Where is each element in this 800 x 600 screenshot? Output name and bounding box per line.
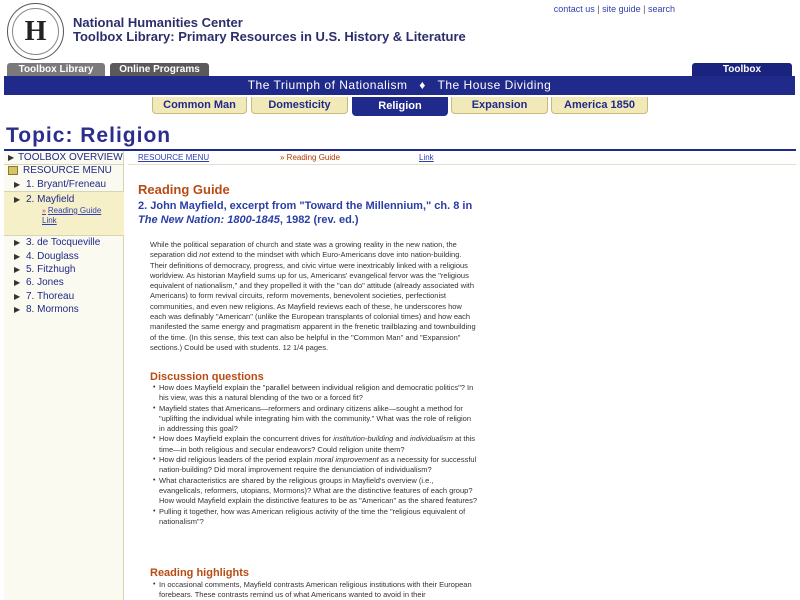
sidebar-item-de-tocqueville[interactable]	[4, 236, 124, 250]
bullet-icon: »	[42, 208, 46, 215]
search-link[interactable]: search	[647, 4, 675, 14]
sidebar	[4, 151, 124, 600]
top-links	[554, 4, 675, 14]
sidebar-item-thoreau[interactable]	[4, 290, 124, 304]
tab-toolbox[interactable]: Toolbox	[692, 63, 792, 76]
question-text: as a necessity for successful nation-building? Did moral improvement require the denunciation of individualism?	[159, 455, 477, 475]
list-item: • How does Mayfield explain the "parallel between individual religion and democratic politics"? In his view, was this a natural blending of the two or a forced fit?	[153, 383, 478, 404]
arrow-right-icon: ▶	[14, 305, 21, 314]
reading-guide-entry	[138, 199, 478, 227]
breadcrumb-divider	[128, 164, 796, 165]
sidebar-resource-menu[interactable]	[4, 164, 124, 178]
sidebar-item-fitzhugh[interactable]	[4, 263, 124, 277]
question-text: How did religious leaders of the period explain	[159, 455, 315, 465]
sidebar-sub-reading-guide[interactable]	[42, 206, 101, 215]
sidebar-sub-link[interactable]: Link	[42, 216, 57, 225]
sidebar-label: TOOLBOX OVERVIEW	[18, 152, 123, 163]
nhc-logo[interactable]	[7, 3, 64, 60]
contact-us-link[interactable]: contact us	[553, 4, 595, 14]
crumb-link[interactable]: Link	[419, 153, 434, 162]
arrow-right-icon: ▶	[14, 265, 21, 274]
question-text: at this time—in both religious and secular endeavors? Could religion unite them?	[159, 434, 476, 454]
highlights-title: Reading highlights	[150, 567, 249, 579]
org-name: National Humanities Center	[73, 15, 243, 30]
question-text: and	[393, 434, 410, 444]
question-emphasis: institution-building	[333, 434, 394, 444]
list-item: • Mayfield states that Americans—reformers and ordinary citizens alike—sought a method for "uplifting the individual while integrating him with the community." What was the role of religion in addressing this goal?	[153, 404, 478, 435]
arrow-right-icon: ▶	[14, 252, 21, 261]
theme-nav-bar	[4, 76, 795, 95]
intro-text: extend to the mindset with which Euro-Americans dove into nation-building. Their definitions of democracy, progress, and civic virtue were inextricably linked with a religious worldview. As historian Mayfield sums up for us, Americans' evangelical fervor was the "religious equivalent of nationalism," and they propelled it with the "can do" attitude (already associated with Americans) to form revival circuits, reform movements, benevolent societies, perfectionist communities, and even new religions. As Mayfield reviews each of these, he underscores how each was definably "American" (unlike the European transplants of colonial times) and how each manifested the same energy and pragmatism apparent in the frenetic trailblazing and townbuilding of the time. (In this sense, this text can also be helpful in the "Common Man" and "Expansion" sections.) Could be used with students. 12 1/4 pages.	[150, 250, 476, 352]
list-item	[153, 434, 478, 455]
nav-triumph-nationalism[interactable]: The Triumph of Nationalism	[247, 78, 408, 92]
link-sep: |	[594, 4, 603, 14]
reading-guide-title: Reading Guide	[138, 182, 230, 197]
subtab-domesticity[interactable]: Domesticity	[251, 97, 348, 114]
sidebar-item-douglass[interactable]	[4, 250, 124, 264]
list-item: • Pulling it together, how was American religious activity of the time the "religious equivalent of nationalism"?	[153, 507, 478, 528]
link-sep: |	[640, 4, 648, 14]
org-subtitle: Toolbox Library: Primary Resources in U.S. History & Literature	[73, 29, 466, 44]
crumb-reading-guide: » Reading Guide	[280, 153, 341, 162]
sidebar-label: 4. Douglass	[26, 251, 79, 262]
list-item	[153, 455, 478, 476]
site-guide-link[interactable]: site guide	[602, 4, 641, 14]
arrow-right-icon: ▶	[14, 278, 21, 287]
sidebar-label: 7. Thoreau	[26, 291, 75, 302]
sidebar-label: 5. Fitzhugh	[26, 264, 76, 275]
arrow-right-icon: ▶	[14, 292, 21, 301]
arrow-right-icon: ▶	[14, 238, 21, 247]
sidebar-toolbox-overview[interactable]	[4, 151, 124, 165]
sidebar-item-mormons[interactable]	[4, 303, 124, 317]
tab-online-programs[interactable]: Online Programs	[110, 63, 209, 76]
intro-text: While the political separation of church and state was a growing reality in the new nation, the separation did	[150, 240, 457, 260]
folder-icon	[8, 166, 18, 175]
crumb-resource-menu[interactable]: RESOURCE MENU	[138, 153, 210, 162]
subtab-common-man[interactable]: Common Man	[152, 97, 247, 114]
diamond-icon: ♦	[419, 78, 426, 92]
question-emphasis: moral improvement	[314, 455, 379, 465]
entry-book-title: The New Nation: 1800-1845	[138, 214, 280, 226]
intro-emphasis: not	[199, 250, 210, 260]
entry-text: , 1982 (rev. ed.)	[279, 214, 359, 226]
list-item: • In occasional comments, Mayfield contrasts American religious institutions with their European forebears. These contrasts remind us of what Americans wanted to avoid in their	[153, 580, 478, 600]
list-item: • What characteristics are shared by the religious groups in Mayfield's overview (i.e., evangelicals, reformers, utopians, Mormons)? What are the distinctive features of each group? How would Mayfield explain the distinctive features to be as "American" as the shared features?	[153, 476, 478, 507]
subtab-expansion[interactable]: Expansion	[451, 97, 548, 114]
page-title: Topic: Religion	[6, 124, 172, 147]
tab-toolbox-library[interactable]: Toolbox Library	[7, 63, 105, 76]
sidebar-label: RESOURCE MENU	[23, 165, 112, 176]
sidebar-label: 8. Mormons	[26, 304, 79, 315]
subtab-america-1850[interactable]: America 1850	[551, 97, 648, 114]
arrow-right-icon: ▶	[14, 180, 21, 189]
intro-paragraph	[150, 240, 476, 353]
sidebar-sub-label: Reading Guide	[47, 206, 102, 215]
highlights-list	[153, 580, 478, 600]
sidebar-item-jones[interactable]	[4, 276, 124, 290]
question-emphasis: individualism	[410, 434, 453, 444]
discussion-list	[153, 383, 478, 527]
sidebar-label: 1. Bryant/Freneau	[26, 179, 107, 190]
discussion-title: Discussion questions	[150, 371, 264, 383]
entry-text: 2. John Mayfield, excerpt from "Toward the Millennium," ch. 8 in	[138, 200, 473, 212]
sidebar-label: 6. Jones	[26, 277, 64, 288]
nav-house-dividing[interactable]: The House Dividing	[437, 78, 552, 92]
arrow-right-icon: ▶	[8, 153, 15, 162]
logo-letter: H	[24, 16, 47, 47]
question-text: How does Mayfield explain the concurrent drives for	[159, 434, 334, 444]
sidebar-label: 3. de Tocqueville	[26, 237, 101, 248]
subtab-religion[interactable]: Religion	[352, 97, 448, 116]
arrow-right-icon: ▶	[14, 195, 21, 204]
sidebar-label: 2. Mayfield	[26, 194, 75, 205]
sidebar-item-mayfield[interactable]	[4, 193, 124, 207]
sidebar-item-bryant-freneau[interactable]	[4, 178, 124, 192]
